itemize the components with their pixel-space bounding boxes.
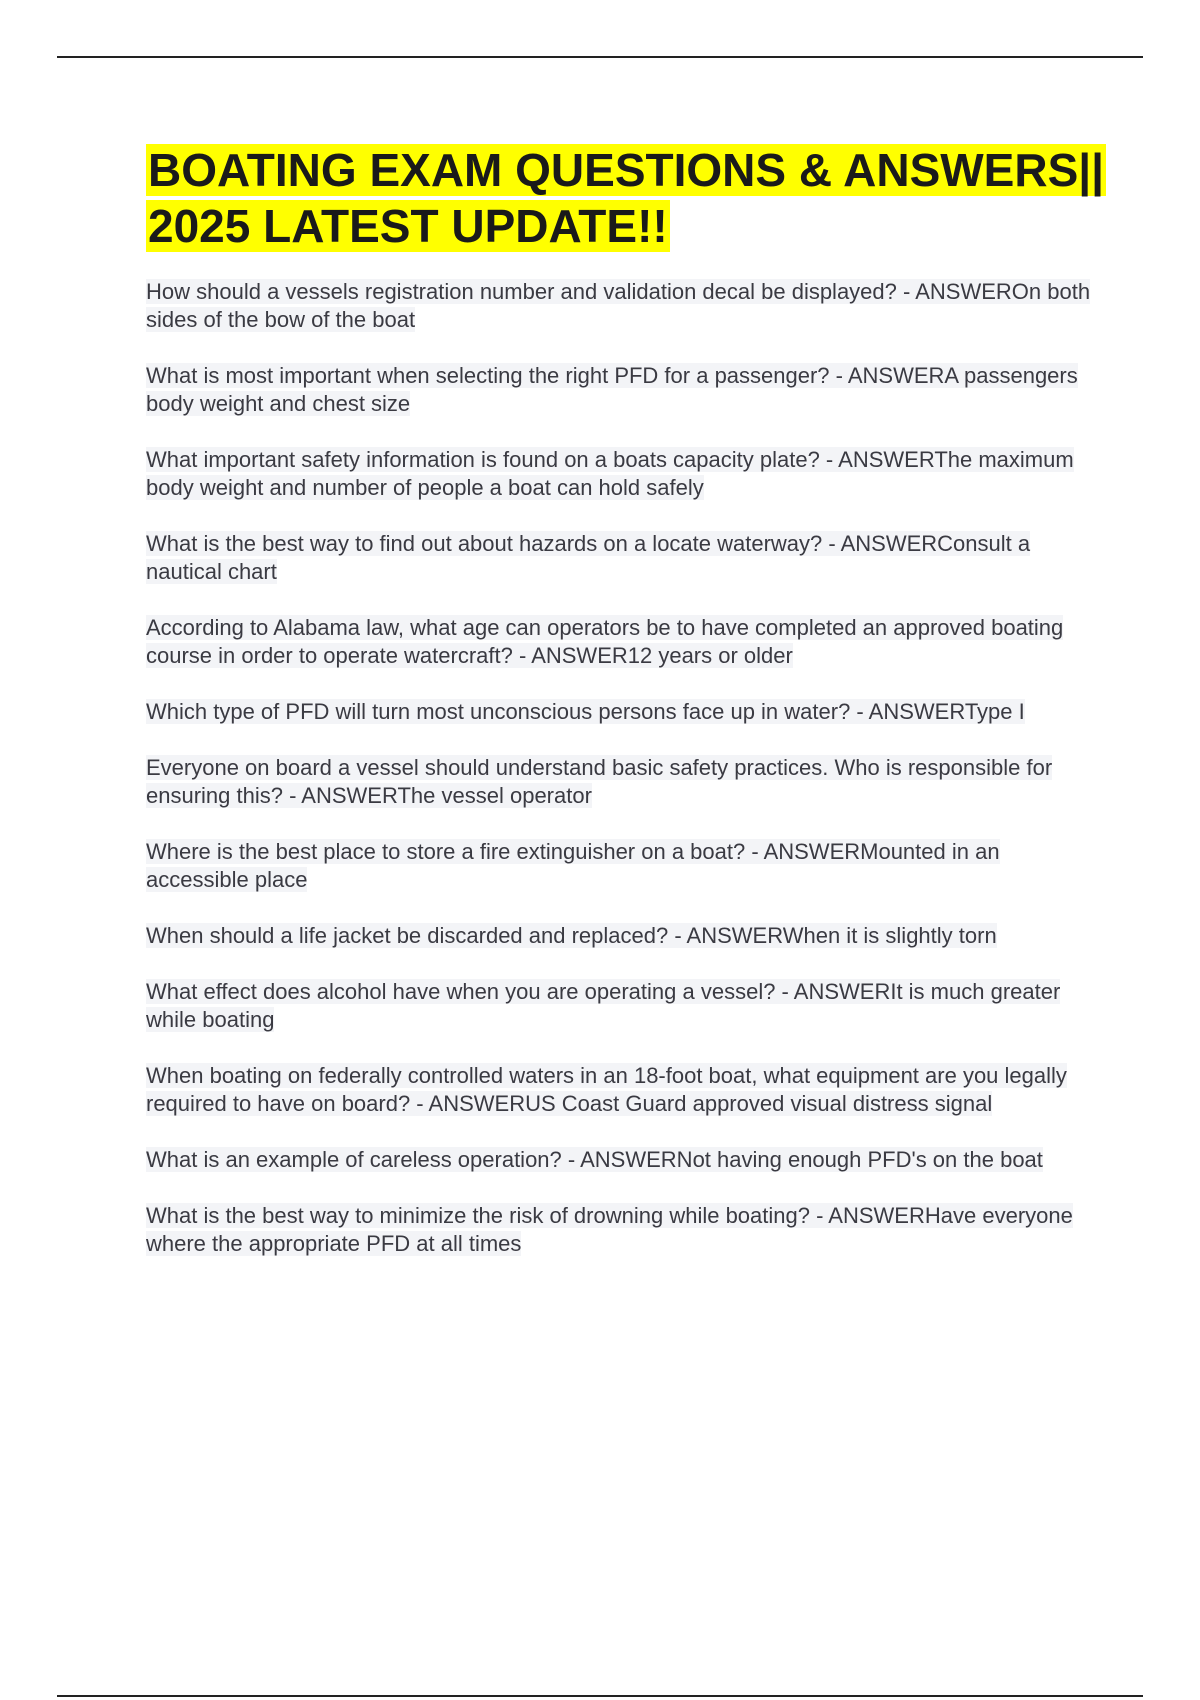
qa-item	[146, 978, 1106, 1034]
top-rule	[57, 56, 1143, 58]
qa-item	[146, 698, 1106, 726]
qa-item-text: What effect does alcohol have when you are operating a vessel? - ANSWERIt is much greater while boating	[146, 979, 1061, 1032]
qa-list	[146, 278, 1106, 1258]
qa-item-text: When should a life jacket be discarded and replaced? - ANSWERWhen it is slightly torn	[146, 923, 997, 948]
document-title-text: BOATING EXAM QUESTIONS & ANSWERS|| 2025 LATEST UPDATE!!	[148, 144, 1105, 252]
qa-item-text: Where is the best place to store a fire extinguisher on a boat? - ANSWERMounted in an accessible place	[146, 839, 1000, 892]
qa-item-text: How should a vessels registration number and validation decal be displayed? - ANSWEROn both sides of the bow of the boat	[146, 279, 1091, 332]
qa-item	[146, 754, 1106, 810]
qa-item	[146, 1062, 1106, 1118]
qa-item	[146, 362, 1106, 418]
qa-item	[146, 614, 1106, 670]
qa-item-text: Which type of PFD will turn most unconscious persons face up in water? - ANSWERType I	[146, 699, 1025, 724]
qa-item-text: When boating on federally controlled waters in an 18-foot boat, what equipment are you legally required to have on board? - ANSWERUS Coast Guard approved visual distress signal	[146, 1063, 1067, 1116]
qa-item	[146, 446, 1106, 502]
qa-item	[146, 922, 1106, 950]
qa-item-text: What is the best way to find out about hazards on a locate waterway? - ANSWERConsult a nautical chart	[146, 531, 1031, 584]
qa-item-text: Everyone on board a vessel should understand basic safety practices. Who is responsible for ensuring this? - ANSWERThe vessel operator	[146, 755, 1053, 808]
qa-item	[146, 1202, 1106, 1258]
qa-item	[146, 278, 1106, 334]
qa-item-text: What is an example of careless operation? - ANSWERNot having enough PFD's on the boat	[146, 1147, 1043, 1172]
document-title	[146, 142, 1106, 254]
qa-item	[146, 838, 1106, 894]
bottom-rule	[57, 1695, 1143, 1697]
qa-item-text: What is the best way to minimize the risk of drowning while boating? - ANSWERHave everyone where the appropriate PFD at all times	[146, 1203, 1073, 1256]
qa-item	[146, 1146, 1106, 1174]
document-body	[146, 142, 1106, 1286]
qa-item-text: What is most important when selecting the right PFD for a passenger? - ANSWERA passengers body weight and chest size	[146, 363, 1078, 416]
qa-item-text: According to Alabama law, what age can operators be to have completed an approved boating course in order to operate watercraft? - ANSWER12 years or older	[146, 615, 1064, 668]
qa-item-text: What important safety information is found on a boats capacity plate? - ANSWERThe maximum body weight and number of people a boat can hold safely	[146, 447, 1074, 500]
qa-item	[146, 530, 1106, 586]
